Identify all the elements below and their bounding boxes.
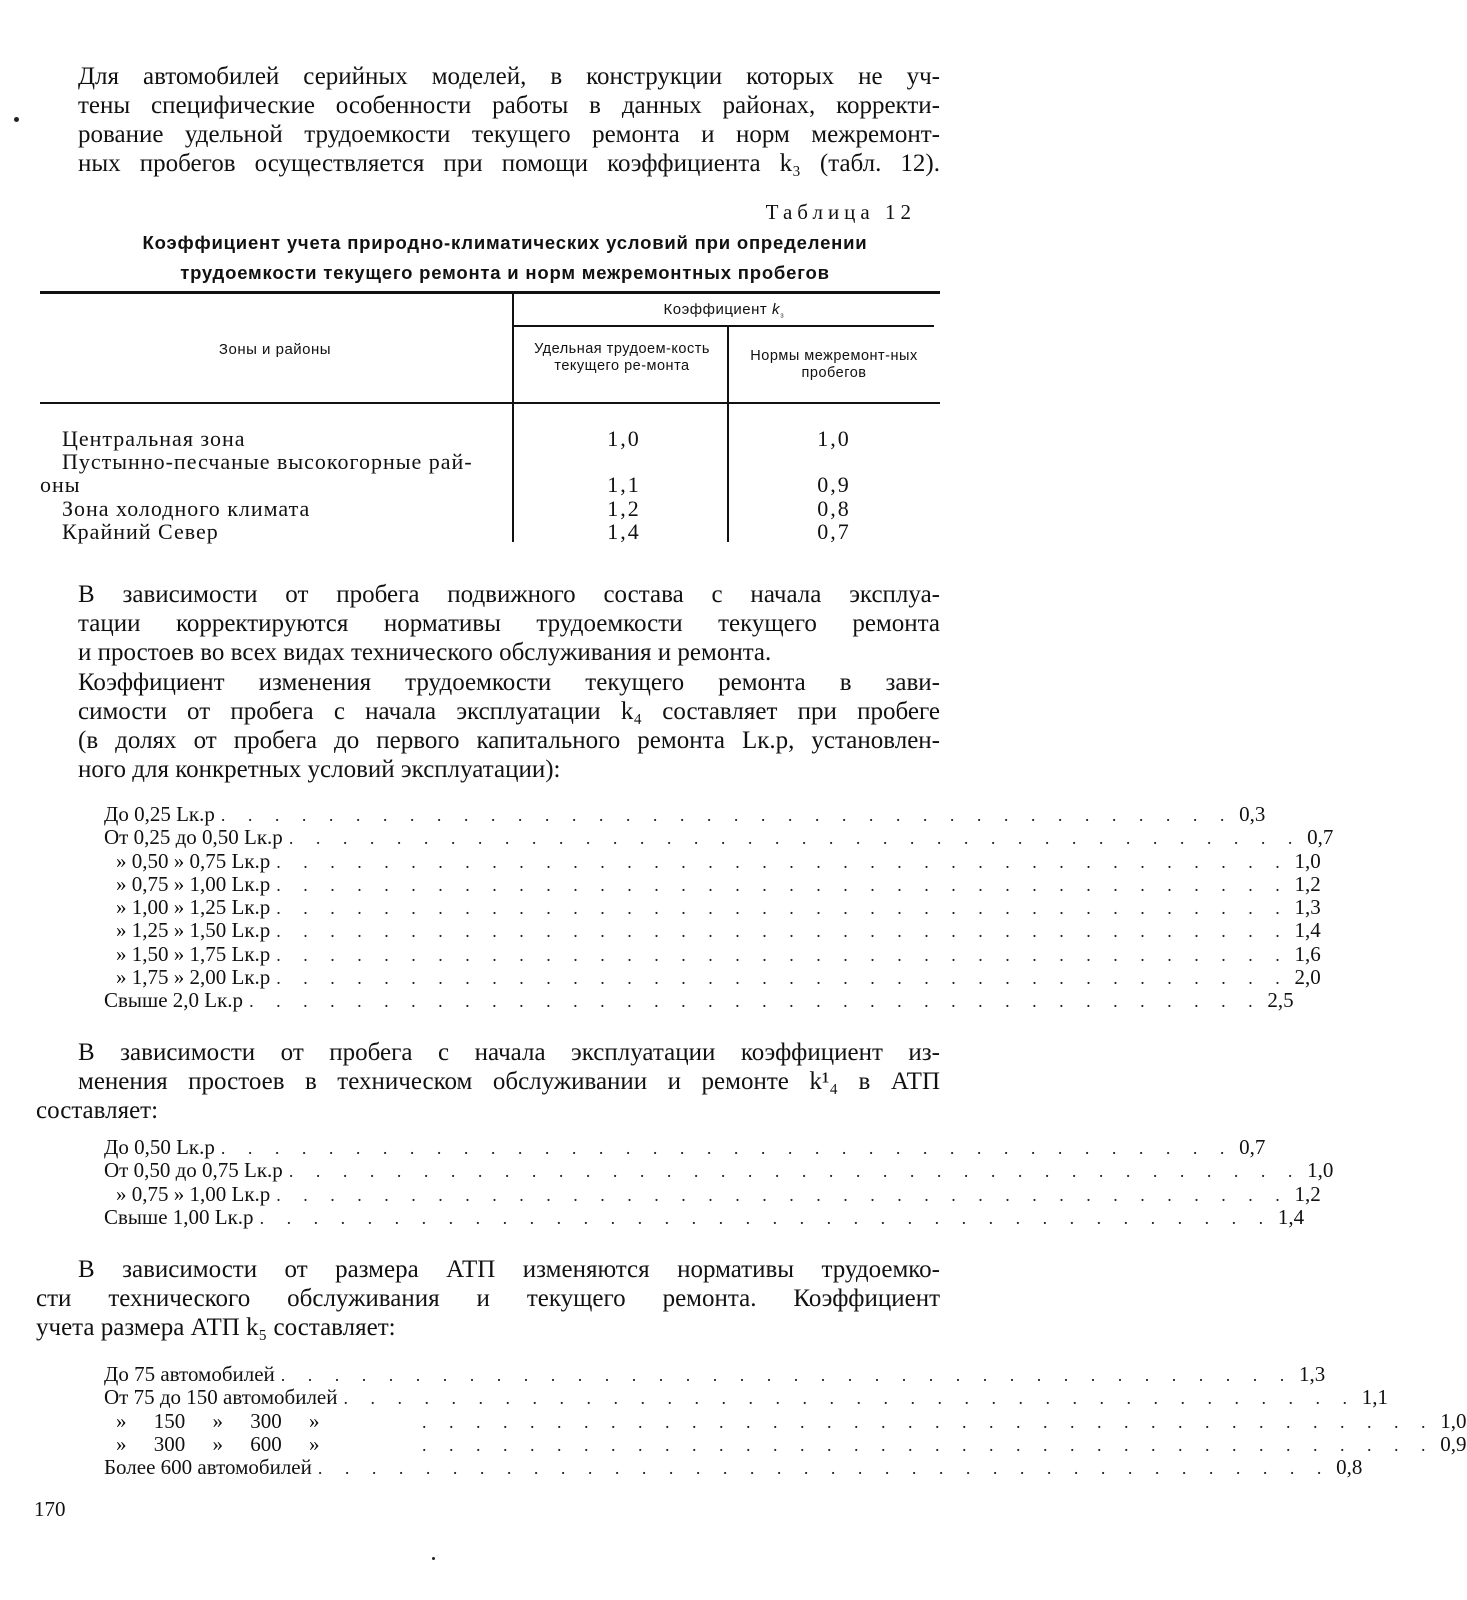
table-cell-mileage: 0,9 — [817, 472, 851, 497]
leader-dots: . . . . . . . . . . . . . . . . . . . . . . . . . . . . . . . . . . . . . . — [317, 1458, 1331, 1479]
list-item-label: Свыше 2,0 Lк.р — [104, 988, 244, 1013]
list-item — [104, 825, 1334, 850]
list-item-label: » 150 » 300 » — [116, 1408, 320, 1433]
list-item-label: » 1,75 » 2,00 Lк.р — [116, 965, 271, 990]
text-line: Коэффициент изменения трудоемкости текущего ремонта в зави- — [78, 669, 940, 696]
list-item-label: От 75 до 150 автомобилей — [104, 1385, 338, 1410]
table-body-vertical-rule-2 — [727, 404, 729, 542]
table-row-zone: Зона холодного климата — [62, 496, 311, 521]
paragraph-k5 — [36, 1255, 940, 1342]
list-item-value: 1,0 — [1440, 1408, 1467, 1433]
list-item-value: 0,3 — [1239, 802, 1266, 826]
list-item-label: От 0,50 до 0,75 Lк.р — [104, 1158, 283, 1183]
leader-dots: . . . . . . . . . . . . . . . . . . . . . . . . . . . . . . . . . . . . . . — [276, 851, 1289, 872]
list-item — [104, 941, 1321, 966]
table-row-zone: Центральная зона — [62, 426, 246, 451]
header-col-mileage: Нормы межремонт-ных пробегов — [750, 348, 918, 381]
list-item-value: 1,2 — [1294, 1181, 1321, 1206]
list-item-label: Более 600 автомобилей — [104, 1455, 312, 1480]
leader-dots: . . . . . . . . . . . . . . . . . . . . . . . . . . . . . . . . . . . . . . — [276, 874, 1289, 895]
leader-dots: . . . . . . . . . . . . . . . . . . . . . . . . . . . . . . . . . . . . . . — [276, 898, 1289, 919]
list-item — [104, 918, 1321, 943]
leader-dots: . . . . . . . . . . . . . . . . . . . . . . . . . . . . . . . . . . . . . . — [276, 968, 1289, 989]
leader-dots: . . . . . . . . . . . . . . . . . . . . . . . . . . . . . . . . . . . . . . — [280, 1365, 1294, 1385]
list-item-value: 0,9 — [1440, 1431, 1467, 1456]
text-line: В зависимости от пробега с начала эксплуатации коэффициент из- — [78, 1039, 940, 1066]
table-cell-mileage: 0,7 — [817, 519, 851, 544]
table-cell-labor: 1,2 — [607, 496, 641, 521]
page-number: 170 — [34, 1497, 66, 1521]
list-item-label: » 300 » 600 » — [116, 1431, 320, 1456]
list-item — [104, 848, 1321, 873]
table-title-line-2: трудоемкости текущего ремонта и норм межремонтных пробегов — [180, 262, 830, 283]
table-cell-labor: 1,1 — [607, 472, 641, 497]
list-item — [104, 1431, 1467, 1456]
leader-dots: . . . . . . . . . . . . . . . . . . . . . . . . . . . . . . . . . . . . . . — [276, 944, 1289, 965]
list-item-label: » 0,50 » 0,75 Lк.р — [116, 848, 271, 873]
leader-dots: . . . . . . . . . . . . . . . . . . . . . . . . . . . . . . . . . . . . . . — [220, 805, 1234, 825]
text-line: и простоев во всех видах технического обслуживания и ремонта. — [78, 639, 772, 666]
scan-speck — [432, 1557, 435, 1560]
list-item-label: До 0,25 Lк.р — [104, 802, 215, 826]
list-item-value: 1,0 — [1294, 848, 1321, 873]
text-line: учета размера АТП k₅ составляет: — [36, 1314, 396, 1341]
text-line: сти технического обслуживания и текущего ремонта. Коэффициент — [36, 1285, 940, 1312]
list-item — [104, 1158, 1334, 1183]
list-item-value: 1,3 — [1294, 895, 1321, 920]
list-item-value: 1,6 — [1294, 941, 1321, 966]
table-row-zone: оны — [40, 472, 81, 497]
table-cell-labor: 1,4 — [607, 519, 641, 544]
leader-dots: . . . . . . . . . . . . . . . . . . . . . . . . . . . . . . . . . . . . . . — [220, 1138, 1234, 1158]
list-item — [104, 1204, 1305, 1229]
text-line: рование удельной трудоемкости текущего ремонта и норм межремонт- — [78, 121, 940, 148]
list-item-value: 2,0 — [1294, 965, 1321, 990]
header-zones: Зоны и районы — [218, 341, 332, 358]
list-item — [104, 1181, 1321, 1206]
header-col-labor: Удельная трудоем-кость текущего ре-монта — [534, 341, 710, 374]
list-item-value: 1,1 — [1361, 1385, 1388, 1410]
list-item-value: 0,7 — [1239, 1135, 1266, 1159]
paragraph-k4 — [78, 668, 940, 784]
list-item — [104, 1135, 1266, 1159]
leader-dots: . . . . . . . . . . . . . . . . . . . . . . . . . . . . . . . . . . . . . . — [343, 1388, 1356, 1409]
text-line: симости от пробега с начала эксплуатации k₄ составляет при пробеге — [78, 698, 940, 725]
header-coefficient-text: Коэффициент $k_{_3}$ — [663, 301, 785, 320]
table-top-rule — [40, 291, 940, 294]
leader-dots: . . . . . . . . . . . . . . . . . . . . . . . . . . . . . . . . . . . . . . — [422, 1434, 1435, 1455]
paragraph-k4-1 — [36, 1038, 940, 1125]
list-item-label: До 0,50 Lк.р — [104, 1135, 215, 1159]
list-item — [104, 988, 1294, 1013]
text-line: ных пробегов осуществляется при помощи коэффициента k₃ (табл. 12). — [78, 150, 940, 177]
leader-dots: . . . . . . . . . . . . . . . . . . . . . . . . . . . . . . . . . . . . . . — [259, 1207, 1273, 1228]
list-k4-1 — [104, 1135, 1334, 1229]
list-item-label: До 75 автомобилей — [104, 1362, 275, 1386]
text-line: В зависимости от размера АТП изменяются нормативы трудоемко- — [78, 1256, 940, 1283]
list-item-value: 1,4 — [1277, 1204, 1305, 1229]
list-item-label: От 0,25 до 0,50 Lк.р — [104, 825, 283, 850]
list-item-value: 1,4 — [1294, 918, 1321, 943]
list-item — [104, 871, 1321, 896]
table-header-bottom-rule — [40, 402, 940, 404]
table-title-line-1: Коэффициент учета природно-климатических условий при определении — [142, 232, 868, 253]
list-item-value: 0,7 — [1307, 825, 1334, 850]
table-row-zone: Пустынно-песчаные высокогорные рай- — [62, 449, 473, 474]
text-line: (в долях от пробега до первого капитального ремонта Lк.р, установлен- — [78, 727, 940, 754]
text-line: составляет: — [36, 1097, 159, 1124]
leader-dots: . . . . . . . . . . . . . . . . . . . . . . . . . . . . . . . . . . . . . . — [276, 921, 1289, 942]
list-item — [104, 1385, 1388, 1410]
table-header-col-divider — [727, 326, 729, 402]
text-line: В зависимости от пробега подвижного состава с начала эксплуа- — [78, 581, 940, 608]
leader-dots: . . . . . . . . . . . . . . . . . . . . . . . . . . . . . . . . . . . . . . — [288, 828, 1302, 849]
leader-dots: . . . . . . . . . . . . . . . . . . . . . . . . . . . . . . . . . . . . . . — [422, 1411, 1435, 1432]
text-line: Для автомобилей серийных моделей, в конструкции которых не уч- — [78, 63, 940, 90]
text-line: ного для конкретных условий эксплуатации): — [78, 756, 561, 783]
table-label: Таблица 12 — [765, 200, 916, 224]
list-item-label: » 0,75 » 1,00 Lк.р — [116, 871, 271, 896]
list-item — [104, 1362, 1326, 1386]
list-k5 — [104, 1362, 1467, 1480]
list-k4 — [104, 802, 1334, 1013]
list-item-value: 1,0 — [1307, 1158, 1334, 1183]
table-body-vertical-rule-1 — [512, 404, 514, 542]
list-item-label: » 1,50 » 1,75 Lк.р — [116, 941, 271, 966]
text-line: тации корректируются нормативы трудоемкости текущего ремонта — [78, 610, 940, 637]
list-item-label: » 0,75 » 1,00 Lк.р — [116, 1181, 271, 1206]
leader-dots: . . . . . . . . . . . . . . . . . . . . . . . . . . . . . . . . . . . . . . — [249, 991, 1262, 1012]
table-cell-mileage: 0,8 — [817, 496, 851, 521]
list-item-label: » 1,25 » 1,50 Lк.р — [116, 918, 271, 943]
paragraph-mileage-intro — [78, 580, 940, 667]
text-line: менения простоев в техническом обслуживании и ремонте k¹₄ в АТП — [78, 1068, 940, 1095]
table-cell-mileage: 1,0 — [817, 426, 851, 451]
leader-dots: . . . . . . . . . . . . . . . . . . . . . . . . . . . . . . . . . . . . . . — [276, 1184, 1289, 1205]
list-item — [104, 895, 1321, 920]
list-item-label: » 1,00 » 1,25 Lк.р — [116, 895, 271, 920]
list-item-label: Свыше 1,00 Lк.р — [104, 1204, 254, 1229]
leader-dots: . . . . . . . . . . . . . . . . . . . . . . . . . . . . . . . . . . . . . . — [288, 1161, 1302, 1182]
table-row-zone: Крайний Север — [62, 519, 219, 544]
list-item-value: 0,8 — [1336, 1455, 1363, 1480]
header-coefficient — [514, 301, 934, 322]
list-item — [104, 1408, 1467, 1433]
intro-paragraph — [78, 62, 940, 178]
table-cell-labor: 1,0 — [607, 426, 641, 451]
scan-speck — [14, 117, 19, 122]
list-item — [104, 802, 1266, 826]
list-item-value: 1,3 — [1299, 1362, 1326, 1386]
text-line: тены специфические особенности работы в данных районах, корректи- — [78, 92, 940, 119]
list-item — [104, 965, 1321, 990]
list-item-value: 2,5 — [1267, 988, 1294, 1013]
list-item-value: 1,2 — [1294, 871, 1321, 896]
list-item — [104, 1455, 1363, 1480]
table-coef-underline — [514, 325, 934, 327]
